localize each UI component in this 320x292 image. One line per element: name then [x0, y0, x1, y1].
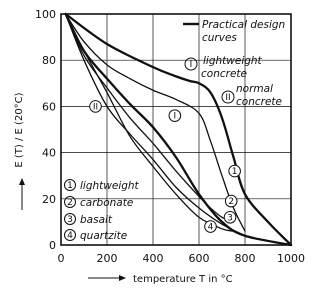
y-axis-arrow-head — [19, 178, 25, 185]
design-legend-marker-I-label: I — [189, 60, 193, 70]
agg-legend-item-1: lightweight — [80, 180, 139, 192]
x-tick-label-400: 400 — [142, 252, 164, 265]
x-tick-label-1000: 1000 — [277, 252, 305, 265]
design-legend — [183, 19, 285, 108]
curve-markers — [90, 101, 241, 233]
x-tick-label-800: 800 — [234, 252, 256, 265]
y-tick-label-20: 20 — [42, 192, 56, 206]
curve-marker-label-II: II — [92, 102, 99, 113]
y-tick-label-100: 100 — [35, 8, 56, 21]
curve-marker-label-1: 1 — [231, 167, 238, 178]
series-line-I — [66, 14, 291, 245]
y-tick-label-80: 80 — [42, 54, 56, 68]
curve-marker-II — [90, 101, 102, 113]
y-axis-title — [14, 92, 25, 210]
curve-marker-3 — [224, 211, 236, 223]
series-group — [66, 14, 291, 245]
y-tick-label-0: 0 — [49, 239, 56, 252]
y-tick-labels — [35, 8, 56, 252]
curve-marker-2 — [225, 195, 237, 207]
design-legend-item-II-1: normal — [236, 83, 273, 95]
aggregate-legend — [65, 180, 140, 243]
curve-marker-label-3: 3 — [227, 213, 233, 224]
agg-legend-marker-1-label: 1 — [67, 181, 73, 191]
x-tick-label-0: 0 — [57, 252, 65, 265]
x-tick-labels — [58, 252, 306, 265]
x-tick-label-200: 200 — [96, 252, 118, 265]
curve-marker-label-4: 4 — [207, 222, 214, 233]
agg-legend-item-3: basalt — [80, 214, 113, 226]
design-legend-marker-II-label: II — [225, 93, 231, 103]
curve-marker-1 — [229, 165, 241, 177]
y-axis-label: E (T) / E (20°C) — [14, 92, 25, 168]
agg-legend-item-2: carbonate — [80, 197, 134, 209]
x-tick-label-600: 600 — [188, 252, 210, 265]
design-legend-title-1: Practical design — [202, 19, 286, 31]
design-legend-title-2: curves — [202, 32, 237, 44]
agg-legend-marker-4-label: 4 — [67, 231, 73, 241]
curve-marker-label-I: I — [173, 111, 177, 122]
x-axis-arrow-head — [119, 275, 126, 281]
design-legend-item-I-1: lightweight — [203, 55, 262, 67]
agg-legend-marker-2-label: 2 — [67, 198, 73, 208]
design-legend-item-II-2: concrete — [236, 96, 282, 108]
y-tick-label-40: 40 — [42, 146, 56, 160]
design-legend-item-I-2: concrete — [201, 68, 247, 80]
agg-legend-item-4: quartzite — [80, 230, 128, 242]
x-axis-title — [88, 274, 233, 285]
x-axis-label: temperature T in °C — [133, 274, 233, 285]
agg-legend-marker-3-label: 3 — [67, 215, 73, 225]
curve-marker-label-2: 2 — [228, 197, 235, 208]
y-tick-label-60: 60 — [42, 100, 56, 114]
curve-marker-4 — [205, 221, 217, 233]
curve-marker-I — [169, 110, 181, 122]
